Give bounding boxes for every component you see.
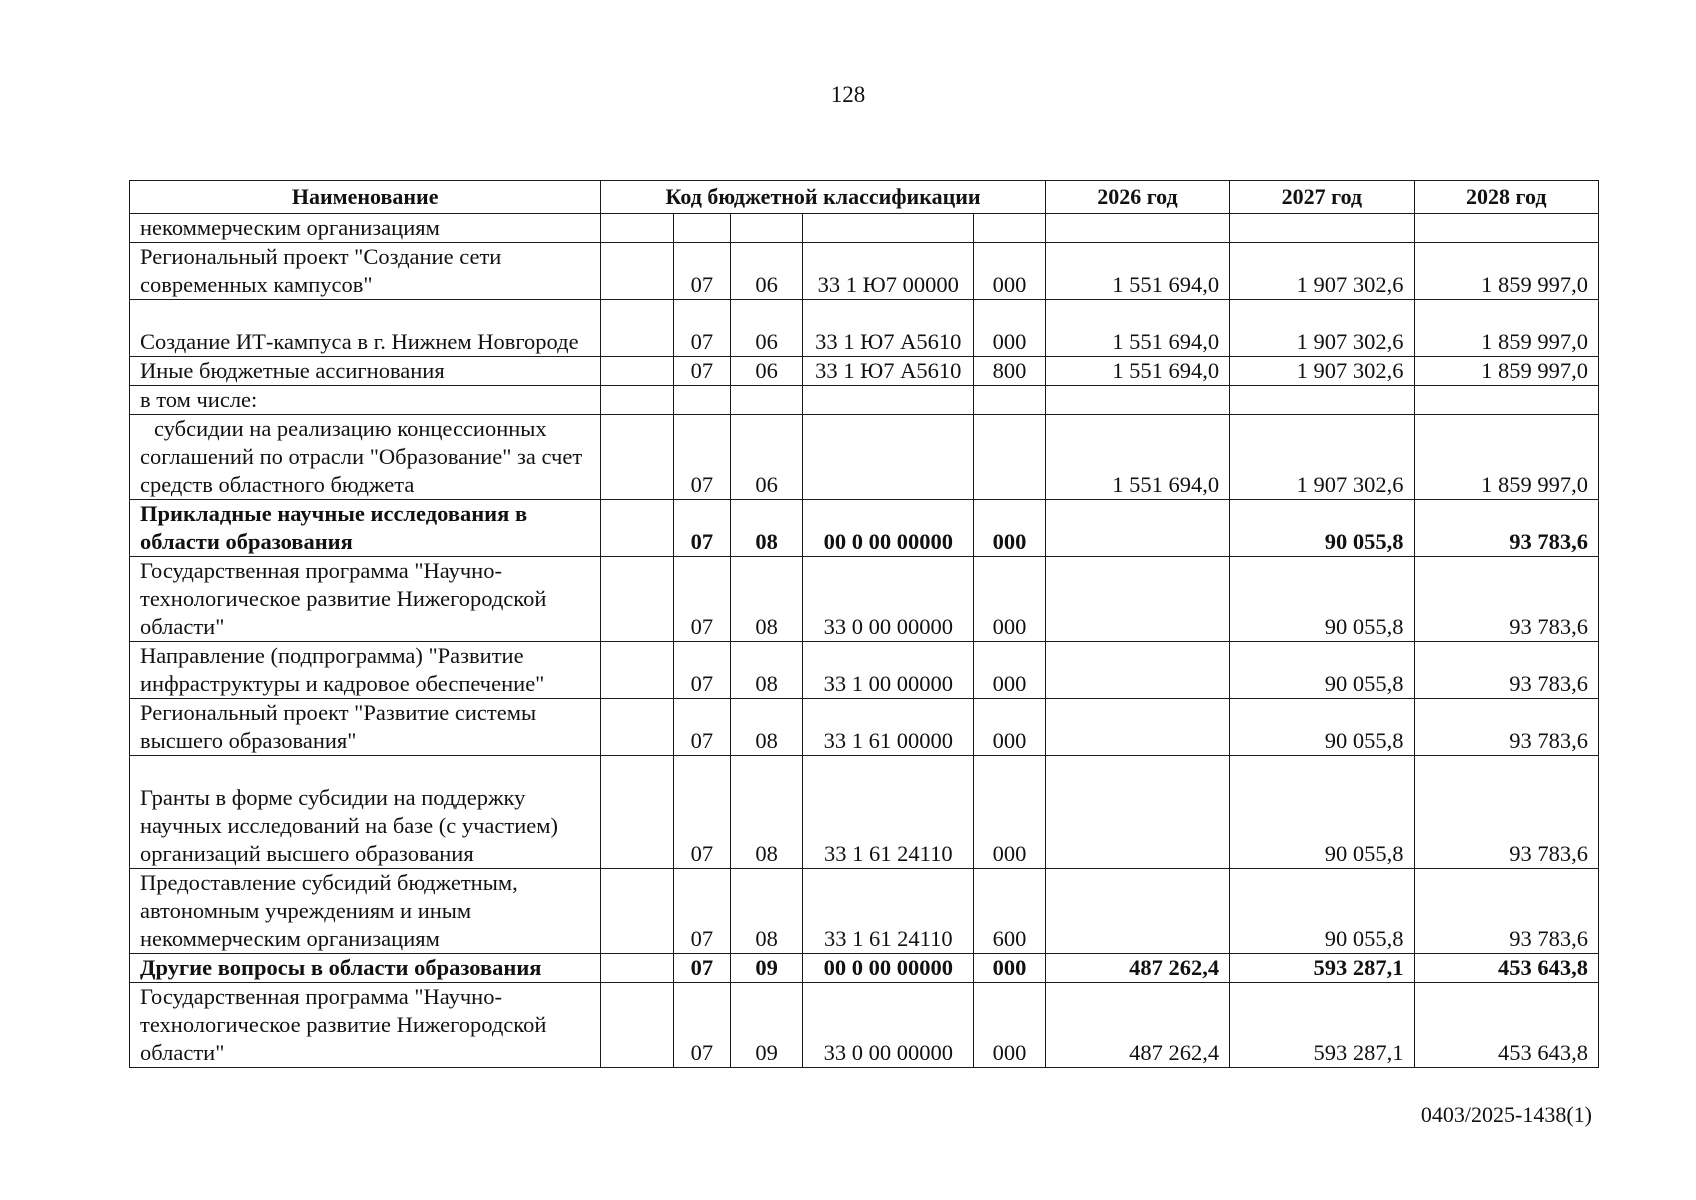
code-section: [673, 386, 730, 415]
value-2027: 1 907 302,6: [1230, 300, 1414, 357]
cell-blank: [601, 243, 674, 300]
code-target: 33 1 00 00000: [803, 642, 974, 699]
budget-table: [129, 180, 1599, 1068]
page-number: 128: [830, 82, 866, 107]
code-section: [673, 214, 730, 243]
code-section: 07: [673, 557, 730, 642]
value-2026: 487 262,4: [1045, 954, 1229, 983]
header-2028: 2028 год: [1414, 181, 1598, 214]
code-expense-type: [974, 386, 1046, 415]
table-row: [130, 300, 1599, 357]
value-2027: 90 055,8: [1230, 642, 1414, 699]
code-expense-type: 000: [974, 699, 1046, 756]
value-2026: 1 551 694,0: [1045, 243, 1229, 300]
value-2028: 1 859 997,0: [1414, 243, 1598, 300]
cell-blank: [601, 983, 674, 1068]
value-2026: [1045, 500, 1229, 557]
code-subsection: 08: [730, 756, 803, 869]
code-expense-type: 000: [974, 300, 1046, 357]
code-subsection: 06: [730, 243, 803, 300]
cell-blank: [601, 214, 674, 243]
value-2028: 93 783,6: [1414, 869, 1598, 954]
row-name: Гранты в форме субсидии на поддержку научных исследований на базе (с участием) организаций высшего образования: [130, 756, 601, 869]
cell-blank: [601, 869, 674, 954]
row-name: Другие вопросы в области образования: [130, 954, 601, 983]
value-2028: 1 859 997,0: [1414, 300, 1598, 357]
table-row: [130, 642, 1599, 699]
code-target: 00 0 00 00000: [803, 954, 974, 983]
row-name: Государственная программа "Научно-технологическое развитие Нижегородской области": [130, 983, 601, 1068]
value-2026: [1045, 756, 1229, 869]
cell-blank: [601, 699, 674, 756]
code-target: [803, 214, 974, 243]
table-row: [130, 357, 1599, 386]
code-subsection: 06: [730, 357, 803, 386]
value-2028: [1414, 386, 1598, 415]
code-target: [803, 386, 974, 415]
code-section: 07: [673, 415, 730, 500]
value-2027: 90 055,8: [1230, 699, 1414, 756]
cell-blank: [601, 500, 674, 557]
cell-blank: [601, 954, 674, 983]
value-2028: [1414, 214, 1598, 243]
code-expense-type: 000: [974, 243, 1046, 300]
code-section: 07: [673, 699, 730, 756]
table-row: [130, 983, 1599, 1068]
value-2028: 453 643,8: [1414, 954, 1598, 983]
cell-blank: [601, 557, 674, 642]
row-name: некоммерческим организациям: [130, 214, 601, 243]
code-expense-type: 800: [974, 357, 1046, 386]
code-subsection: [730, 214, 803, 243]
code-subsection: 08: [730, 869, 803, 954]
value-2026: 1 551 694,0: [1045, 357, 1229, 386]
code-target: 33 1 Ю7 А5610: [803, 300, 974, 357]
cell-blank: [601, 642, 674, 699]
value-2028: 93 783,6: [1414, 642, 1598, 699]
value-2028: 93 783,6: [1414, 500, 1598, 557]
code-expense-type: 600: [974, 869, 1046, 954]
value-2026: [1045, 642, 1229, 699]
value-2028: 93 783,6: [1414, 557, 1598, 642]
row-name: Региональный проект "Создание сети современных кампусов": [130, 243, 601, 300]
value-2027: 90 055,8: [1230, 756, 1414, 869]
code-expense-type: 000: [974, 500, 1046, 557]
code-target: 33 1 61 24110: [803, 756, 974, 869]
value-2026: [1045, 214, 1229, 243]
value-2027: 1 907 302,6: [1230, 357, 1414, 386]
code-target: 33 1 Ю7 00000: [803, 243, 974, 300]
cell-blank: [601, 386, 674, 415]
row-name: [130, 415, 601, 500]
code-expense-type: 000: [974, 642, 1046, 699]
value-2027: [1230, 214, 1414, 243]
document-code: 0403/2025-1438(1): [1420, 1102, 1592, 1127]
row-name: в том числе:: [130, 386, 601, 415]
code-expense-type: 000: [974, 954, 1046, 983]
cell-blank: [601, 300, 674, 357]
code-subsection: 08: [730, 699, 803, 756]
value-2026: [1045, 869, 1229, 954]
value-2028: 453 643,8: [1414, 983, 1598, 1068]
value-2026: 487 262,4: [1045, 983, 1229, 1068]
code-target: 33 1 61 00000: [803, 699, 974, 756]
code-subsection: [730, 386, 803, 415]
header-name: Наименование: [130, 181, 601, 214]
code-section: 07: [673, 357, 730, 386]
value-2027: 90 055,8: [1230, 557, 1414, 642]
code-expense-type: 000: [974, 983, 1046, 1068]
code-target: 33 1 61 24110: [803, 869, 974, 954]
header-2026: 2026 год: [1045, 181, 1229, 214]
value-2026: [1045, 699, 1229, 756]
code-subsection: 06: [730, 300, 803, 357]
row-name: Региональный проект "Развитие системы высшего образования": [130, 699, 601, 756]
code-section: 07: [673, 954, 730, 983]
row-name: Государственная программа "Научно-технологическое развитие Нижегородской области": [130, 557, 601, 642]
code-section: 07: [673, 500, 730, 557]
code-target: [803, 415, 974, 500]
table-row: [130, 557, 1599, 642]
table-row: [130, 699, 1599, 756]
value-2027: 593 287,1: [1230, 983, 1414, 1068]
value-2026: [1045, 557, 1229, 642]
code-target: 00 0 00 00000: [803, 500, 974, 557]
row-name: Направление (подпрограмма) "Развитие инфраструктуры и кадровое обеспечение": [130, 642, 601, 699]
value-2026: 1 551 694,0: [1045, 300, 1229, 357]
code-expense-type: [974, 214, 1046, 243]
value-2027: 593 287,1: [1230, 954, 1414, 983]
value-2027: 1 907 302,6: [1230, 415, 1414, 500]
value-2026: [1045, 386, 1229, 415]
code-target: 33 1 Ю7 А5610: [803, 357, 974, 386]
code-target: 33 0 00 00000: [803, 557, 974, 642]
code-expense-type: 000: [974, 557, 1046, 642]
header-2027: 2027 год: [1230, 181, 1414, 214]
table-row: [130, 415, 1599, 500]
row-name-text: субсидии на реализацию концессионных соглашений по отрасли "Образование" за счет средств областного бюджета: [140, 416, 583, 497]
row-name: Создание ИТ-кампуса в г. Нижнем Новгороде: [130, 300, 601, 357]
code-expense-type: 000: [974, 756, 1046, 869]
value-2027: 90 055,8: [1230, 869, 1414, 954]
row-name: Прикладные научные исследования в области образования: [130, 500, 601, 557]
table-row: [130, 869, 1599, 954]
code-subsection: 09: [730, 954, 803, 983]
value-2027: 1 907 302,6: [1230, 243, 1414, 300]
cell-blank: [601, 756, 674, 869]
cell-blank: [601, 357, 674, 386]
table-row-section: [130, 954, 1599, 983]
value-2028: 93 783,6: [1414, 756, 1598, 869]
code-section: 07: [673, 869, 730, 954]
row-name: Иные бюджетные ассигнования: [130, 357, 601, 386]
table-header-row: [130, 181, 1599, 214]
value-2027: [1230, 386, 1414, 415]
table-row: [130, 243, 1599, 300]
cell-blank: [601, 415, 674, 500]
row-name: Предоставление субсидий бюджетным, автономным учреждениям и иным некоммерческим организациям: [130, 869, 601, 954]
table-row: [130, 756, 1599, 869]
code-expense-type: [974, 415, 1046, 500]
code-subsection: 06: [730, 415, 803, 500]
value-2028: 1 859 997,0: [1414, 415, 1598, 500]
code-section: 07: [673, 243, 730, 300]
code-subsection: 09: [730, 983, 803, 1068]
table-row: [130, 214, 1599, 243]
code-target: 33 0 00 00000: [803, 983, 974, 1068]
code-subsection: 08: [730, 500, 803, 557]
code-subsection: 08: [730, 557, 803, 642]
value-2027: 90 055,8: [1230, 500, 1414, 557]
table-row: [130, 386, 1599, 415]
code-section: 07: [673, 300, 730, 357]
header-code: Код бюджетной классификации: [601, 181, 1045, 214]
code-section: 07: [673, 756, 730, 869]
code-section: 07: [673, 983, 730, 1068]
value-2028: 1 859 997,0: [1414, 357, 1598, 386]
value-2026: 1 551 694,0: [1045, 415, 1229, 500]
code-section: 07: [673, 642, 730, 699]
table-row-section: [130, 500, 1599, 557]
code-subsection: 08: [730, 642, 803, 699]
value-2028: 93 783,6: [1414, 699, 1598, 756]
